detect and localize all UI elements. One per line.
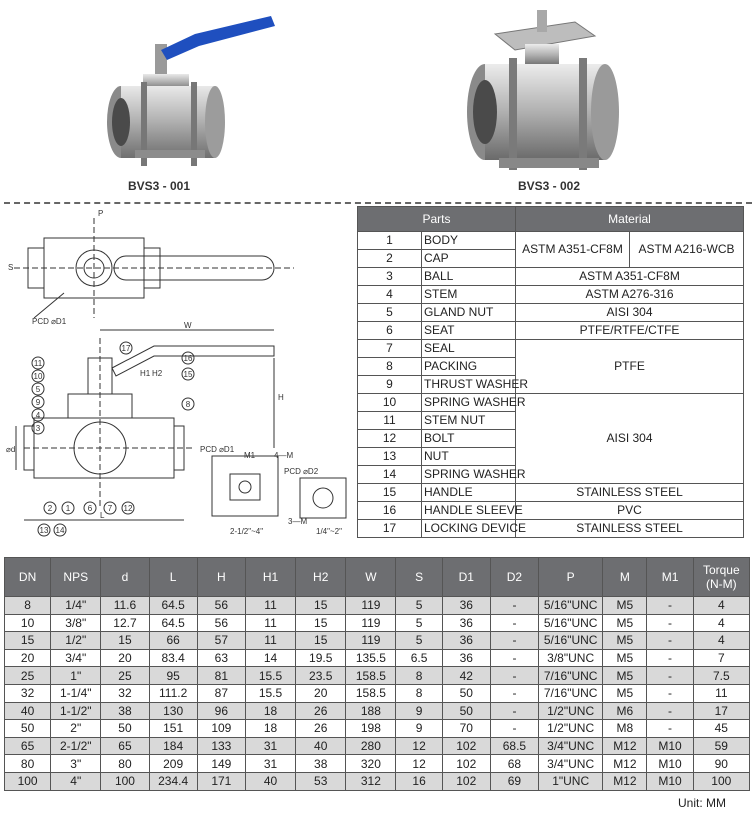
label-h1: H1: [140, 369, 151, 378]
dim-cell: 7: [693, 649, 749, 667]
dim-cell: 158.5: [346, 667, 396, 685]
material-body-cap-wcb: ASTM A216-WCB: [630, 232, 744, 268]
callout-number: 6: [87, 504, 93, 513]
dim-row: [5, 720, 750, 738]
material-gland-nut: AISI 304: [516, 304, 744, 322]
dim-cell: 100: [693, 772, 749, 790]
dim-cell: 50: [442, 684, 490, 702]
label-4-m: 4—M: [274, 451, 294, 460]
dim-cell: 5: [396, 632, 442, 650]
callout-number: 10: [33, 372, 43, 381]
parts-row: [358, 268, 744, 286]
material-seat: PTFE/RTFE/CTFE: [516, 322, 744, 340]
dim-cell: 50: [442, 702, 490, 720]
dim-cell: 40: [245, 772, 295, 790]
dim-row: [5, 772, 750, 790]
dim-cell: 25: [5, 667, 51, 685]
part-name: GLAND NUT: [422, 304, 516, 322]
dim-row: [5, 632, 750, 650]
dim-cell: 70: [442, 720, 490, 738]
dim-cell: 119: [346, 614, 396, 632]
dim-cell: 11: [693, 684, 749, 702]
dim-cell: 280: [346, 737, 396, 755]
dim-cell: 234.4: [149, 772, 197, 790]
dim-cell: 83.4: [149, 649, 197, 667]
dim-cell: 18: [245, 720, 295, 738]
dim-cell: 9: [396, 702, 442, 720]
dim-cell: 6.5: [396, 649, 442, 667]
part-name: SPRING WASHER: [422, 466, 516, 484]
dim-cell: 66: [149, 632, 197, 650]
dim-cell: 96: [197, 702, 245, 720]
dim-cell: 7/16"UNC: [539, 667, 603, 685]
part-number: 1: [358, 232, 422, 250]
label-w: W: [184, 321, 192, 330]
dim-cell: 119: [346, 632, 396, 650]
dim-cell: 31: [245, 755, 295, 773]
dim-header: M1: [647, 558, 693, 597]
dim-cell: 1/2": [51, 632, 101, 650]
dim-cell: -: [490, 597, 538, 615]
label-h: H: [278, 393, 284, 402]
dim-cell: 2": [51, 720, 101, 738]
callout-number: 11: [33, 359, 43, 368]
dim-cell: M8: [603, 720, 647, 738]
dim-cell: 3": [51, 755, 101, 773]
dim-header: NPS: [51, 558, 101, 597]
part-name: NUT: [422, 448, 516, 466]
dim-cell: 12.7: [101, 614, 149, 632]
dim-cell: M5: [603, 667, 647, 685]
dim-cell: 95: [149, 667, 197, 685]
callout-number: 1: [65, 504, 71, 513]
part-number: 9: [358, 376, 422, 394]
dim-row: [5, 684, 750, 702]
dim-cell: 36: [442, 597, 490, 615]
dim-header: DN: [5, 558, 51, 597]
dim-header: Torque (N-M): [693, 558, 749, 597]
dim-header: M: [603, 558, 647, 597]
dim-cell: 133: [197, 737, 245, 755]
dim-cell: -: [647, 720, 693, 738]
dim-cell: -: [647, 597, 693, 615]
dim-cell: 68.5: [490, 737, 538, 755]
dim-cell: 1"UNC: [539, 772, 603, 790]
dim-cell: 5: [396, 597, 442, 615]
dim-cell: 87: [197, 684, 245, 702]
parts-row: [358, 520, 744, 538]
dim-cell: 102: [442, 737, 490, 755]
part-name: BALL: [422, 268, 516, 286]
dim-cell: 12: [396, 755, 442, 773]
part-name: SPRING WASHER: [422, 394, 516, 412]
dim-row: [5, 667, 750, 685]
dim-cell: 1/4": [51, 597, 101, 615]
label-h2: H2: [152, 369, 163, 378]
product-image-bvs3-001: [95, 10, 285, 170]
dim-header: d: [101, 558, 149, 597]
material-body-cap-cf8m: ASTM A351-CF8M: [516, 232, 630, 268]
dim-cell: 50: [101, 720, 149, 738]
dim-cell: 11.6: [101, 597, 149, 615]
dim-cell: 63: [197, 649, 245, 667]
dim-cell: 119: [346, 597, 396, 615]
dim-row: [5, 737, 750, 755]
dim-cell: 135.5: [346, 649, 396, 667]
dim-row: [5, 649, 750, 667]
callout-number: 17: [121, 344, 131, 353]
callout-number: 8: [185, 400, 191, 409]
part-number: 8: [358, 358, 422, 376]
part-name: HANDLE SLEEVE: [422, 502, 516, 520]
dim-header: D1: [442, 558, 490, 597]
part-name: STEM NUT: [422, 412, 516, 430]
material-stem: ASTM A276-316: [516, 286, 744, 304]
dim-cell: -: [647, 684, 693, 702]
dimension-table: [4, 557, 750, 791]
dim-cell: M6: [603, 702, 647, 720]
dim-cell: 9: [396, 720, 442, 738]
product-image-bvs3-002: [455, 8, 645, 180]
dim-cell: 38: [296, 755, 346, 773]
dim-cell: 23.5: [296, 667, 346, 685]
dim-cell: 15: [296, 597, 346, 615]
dim-cell: 171: [197, 772, 245, 790]
part-number: 4: [358, 286, 422, 304]
dim-cell: 12: [396, 737, 442, 755]
callout-number: 15: [183, 370, 193, 379]
part-name: HANDLE: [422, 484, 516, 502]
dim-row: [5, 755, 750, 773]
dim-cell: 20: [101, 649, 149, 667]
dim-cell: -: [647, 667, 693, 685]
label-range-b: 1/4"~2": [316, 527, 342, 536]
dim-cell: 151: [149, 720, 197, 738]
dim-cell: 53: [296, 772, 346, 790]
label-pcd-d1: PCD ⌀D1: [32, 317, 67, 326]
part-name: THRUST WASHER: [422, 376, 516, 394]
dim-cell: 32: [5, 684, 51, 702]
part-number: 14: [358, 466, 422, 484]
part-name: SEAL: [422, 340, 516, 358]
label-l: L: [100, 511, 105, 520]
dim-cell: 111.2: [149, 684, 197, 702]
technical-drawing: [4, 208, 354, 548]
dim-cell: -: [647, 614, 693, 632]
dim-cell: 17: [693, 702, 749, 720]
dim-cell: -: [490, 684, 538, 702]
part-number: 3: [358, 268, 422, 286]
dim-cell: 80: [5, 755, 51, 773]
dim-cell: 5/16"UNC: [539, 632, 603, 650]
dim-cell: M10: [647, 755, 693, 773]
dim-cell: 15.5: [245, 667, 295, 685]
dim-header: P: [539, 558, 603, 597]
dim-cell: -: [647, 649, 693, 667]
part-name: BODY: [422, 232, 516, 250]
callout-number: 12: [123, 504, 133, 513]
dim-cell: 8: [396, 684, 442, 702]
dim-cell: M12: [603, 737, 647, 755]
product-caption-bvs3-002: BVS3 - 002: [518, 179, 581, 193]
dim-cell: 45: [693, 720, 749, 738]
part-number: 17: [358, 520, 422, 538]
material-seal-group: PTFE: [516, 340, 744, 394]
dim-header: S: [396, 558, 442, 597]
part-name: BOLT: [422, 430, 516, 448]
dim-cell: 65: [5, 737, 51, 755]
part-number: 2: [358, 250, 422, 268]
dim-cell: 184: [149, 737, 197, 755]
dim-cell: 3/8"UNC: [539, 649, 603, 667]
dim-header: H: [197, 558, 245, 597]
material-ball: ASTM A351-CF8M: [516, 268, 744, 286]
parts-row: [358, 286, 744, 304]
dim-cell: 56: [197, 614, 245, 632]
part-name: STEM: [422, 286, 516, 304]
dim-cell: -: [490, 614, 538, 632]
dim-cell: 102: [442, 772, 490, 790]
dim-cell: 56: [197, 597, 245, 615]
parts-row: [358, 304, 744, 322]
dim-cell: 5: [396, 614, 442, 632]
dim-header: D2: [490, 558, 538, 597]
dim-cell: 50: [5, 720, 51, 738]
part-name: PACKING: [422, 358, 516, 376]
dim-cell: 64.5: [149, 614, 197, 632]
dim-cell: M5: [603, 684, 647, 702]
label-pcd-d1-flange: PCD ⌀D1: [200, 445, 235, 454]
dim-cell: 7/16"UNC: [539, 684, 603, 702]
dim-cell: 32: [101, 684, 149, 702]
label-s: S: [8, 263, 14, 272]
dim-cell: 59: [693, 737, 749, 755]
dim-cell: 3/4"UNC: [539, 737, 603, 755]
dim-cell: 198: [346, 720, 396, 738]
dim-cell: 1": [51, 667, 101, 685]
dim-cell: 7.5: [693, 667, 749, 685]
dim-cell: -: [490, 632, 538, 650]
dim-cell: M12: [603, 772, 647, 790]
dim-cell: 26: [296, 702, 346, 720]
dim-cell: 2-1/2": [51, 737, 101, 755]
parts-row: [358, 484, 744, 502]
dim-cell: 102: [442, 755, 490, 773]
dim-cell: 38: [101, 702, 149, 720]
part-number: 5: [358, 304, 422, 322]
dim-cell: 81: [197, 667, 245, 685]
part-name: CAP: [422, 250, 516, 268]
dim-row: [5, 702, 750, 720]
dim-cell: 3/8": [51, 614, 101, 632]
callout-number: 7: [107, 504, 113, 513]
dim-cell: M5: [603, 597, 647, 615]
dim-cell: 4: [693, 614, 749, 632]
unit-note: Unit: MM: [678, 796, 726, 810]
dim-cell: M12: [603, 755, 647, 773]
label-pcd-d2: PCD ⌀D2: [284, 467, 319, 476]
dim-cell: 36: [442, 649, 490, 667]
dim-cell: 1-1/4": [51, 684, 101, 702]
dim-cell: 320: [346, 755, 396, 773]
dim-cell: 100: [101, 772, 149, 790]
dim-header: W: [346, 558, 396, 597]
parts-row: [358, 232, 744, 250]
dim-header: H2: [296, 558, 346, 597]
dim-cell: 14: [245, 649, 295, 667]
dim-cell: 4: [693, 632, 749, 650]
dim-cell: M5: [603, 649, 647, 667]
dim-cell: 8: [396, 667, 442, 685]
dim-cell: 312: [346, 772, 396, 790]
dim-cell: 15: [296, 614, 346, 632]
parts-material-table: [357, 206, 744, 538]
dim-cell: 69: [490, 772, 538, 790]
dim-cell: -: [490, 649, 538, 667]
dim-cell: 158.5: [346, 684, 396, 702]
dim-cell: 100: [5, 772, 51, 790]
callout-number: 3: [35, 424, 41, 433]
dim-cell: 57: [197, 632, 245, 650]
dim-cell: 15: [5, 632, 51, 650]
callout-number: 9: [35, 398, 41, 407]
dim-cell: 36: [442, 632, 490, 650]
dim-cell: 4": [51, 772, 101, 790]
part-number: 12: [358, 430, 422, 448]
dim-cell: 36: [442, 614, 490, 632]
part-number: 11: [358, 412, 422, 430]
dim-cell: 15.5: [245, 684, 295, 702]
dim-cell: 209: [149, 755, 197, 773]
dim-header: L: [149, 558, 197, 597]
dim-cell: 10: [5, 614, 51, 632]
dim-cell: -: [490, 667, 538, 685]
label-d: ⌀d: [6, 445, 16, 454]
part-number: 6: [358, 322, 422, 340]
part-name: SEAT: [422, 322, 516, 340]
label-range-a: 2-1/2"~4": [230, 527, 264, 536]
dim-cell: 19.5: [296, 649, 346, 667]
dim-cell: 18: [245, 702, 295, 720]
material-nut-group: AISI 304: [516, 394, 744, 484]
dim-cell: 11: [245, 614, 295, 632]
dim-cell: 11: [245, 632, 295, 650]
dim-cell: 80: [101, 755, 149, 773]
callout-number: 16: [183, 354, 193, 363]
dim-row: [5, 597, 750, 615]
callout-number: 5: [35, 385, 41, 394]
callout-number: 4: [35, 411, 41, 420]
dim-cell: 5/16"UNC: [539, 597, 603, 615]
label-m1: M1: [244, 451, 256, 460]
parts-row: [358, 322, 744, 340]
dim-cell: 8: [5, 597, 51, 615]
dim-cell: 40: [5, 702, 51, 720]
dim-cell: 20: [5, 649, 51, 667]
dim-cell: 40: [296, 737, 346, 755]
dim-cell: 1-1/2": [51, 702, 101, 720]
material-locking: STAINLESS STEEL: [516, 520, 744, 538]
parts-row: [358, 340, 744, 358]
label-p: P: [98, 209, 104, 218]
product-caption-bvs3-001: BVS3 - 001: [128, 179, 191, 193]
dim-cell: 149: [197, 755, 245, 773]
dim-cell: 15: [296, 632, 346, 650]
dim-cell: 5/16"UNC: [539, 614, 603, 632]
section-divider: [4, 202, 752, 204]
callout-number: 14: [55, 526, 65, 535]
dim-cell: 130: [149, 702, 197, 720]
part-number: 7: [358, 340, 422, 358]
dim-cell: -: [647, 702, 693, 720]
part-name: LOCKING DEVICE: [422, 520, 516, 538]
dim-cell: M5: [603, 614, 647, 632]
dim-cell: 3/4": [51, 649, 101, 667]
dim-cell: -: [490, 720, 538, 738]
material-header: Material: [516, 207, 744, 232]
material-handle: STAINLESS STEEL: [516, 484, 744, 502]
dim-cell: 25: [101, 667, 149, 685]
part-number: 15: [358, 484, 422, 502]
dim-cell: M5: [603, 632, 647, 650]
dim-cell: 68: [490, 755, 538, 773]
callout-number: 2: [47, 504, 53, 513]
dim-cell: 1/2"UNC: [539, 720, 603, 738]
callout-number: 13: [39, 526, 49, 535]
label-3-m: 3—M: [288, 517, 308, 526]
dim-header: H1: [245, 558, 295, 597]
dim-cell: 15: [101, 632, 149, 650]
dim-cell: M10: [647, 737, 693, 755]
dim-cell: 65: [101, 737, 149, 755]
part-number: 10: [358, 394, 422, 412]
dim-cell: M10: [647, 772, 693, 790]
material-sleeve: PVC: [516, 502, 744, 520]
dim-cell: 11: [245, 597, 295, 615]
dim-cell: 26: [296, 720, 346, 738]
parts-row: [358, 502, 744, 520]
dim-cell: 31: [245, 737, 295, 755]
dim-cell: 16: [396, 772, 442, 790]
dim-cell: 20: [296, 684, 346, 702]
parts-header: Parts: [358, 207, 516, 232]
part-number: 13: [358, 448, 422, 466]
dim-cell: -: [647, 632, 693, 650]
dim-cell: 109: [197, 720, 245, 738]
dim-cell: 42: [442, 667, 490, 685]
dim-cell: 90: [693, 755, 749, 773]
dim-cell: 64.5: [149, 597, 197, 615]
parts-row: [358, 394, 744, 412]
dim-cell: 4: [693, 597, 749, 615]
dim-cell: -: [490, 702, 538, 720]
dim-cell: 3/4"UNC: [539, 755, 603, 773]
part-number: 16: [358, 502, 422, 520]
dim-cell: 1/2"UNC: [539, 702, 603, 720]
dim-row: [5, 614, 750, 632]
dim-cell: 188: [346, 702, 396, 720]
